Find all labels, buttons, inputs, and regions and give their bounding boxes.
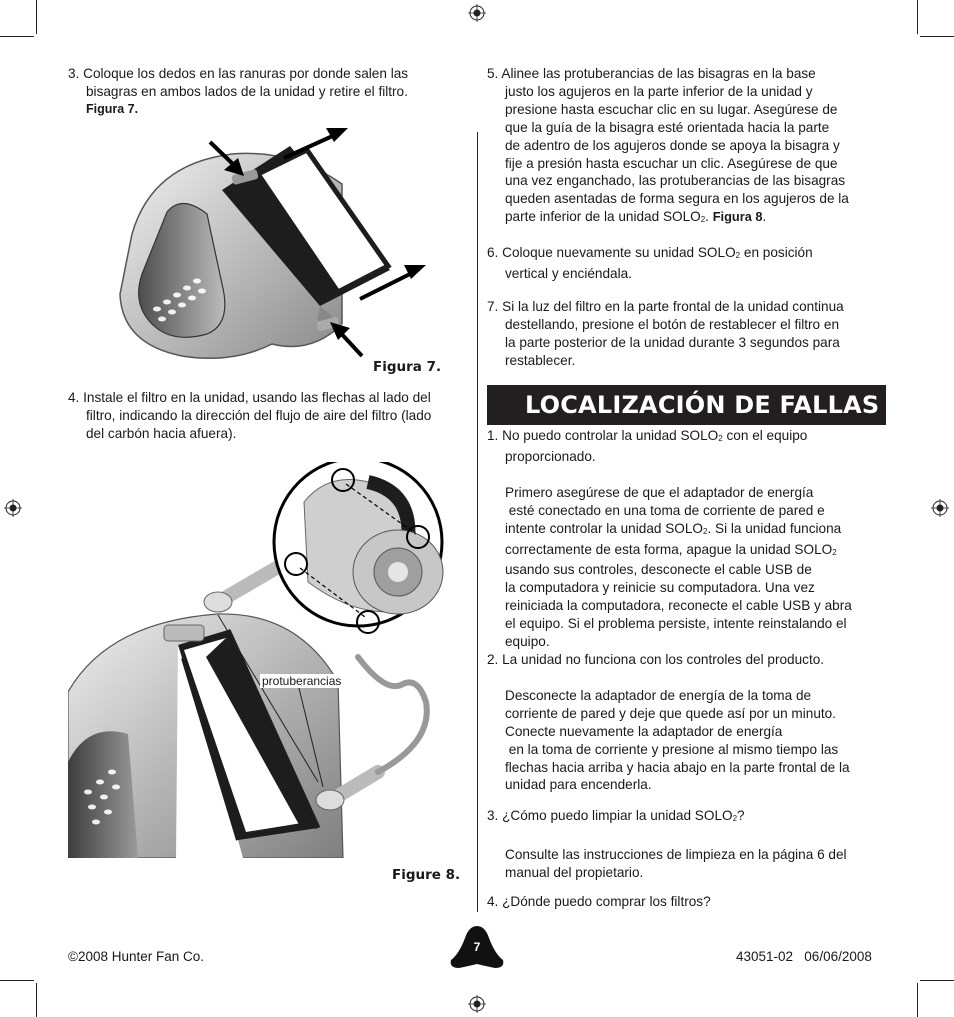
- crop-mark: [0, 980, 34, 981]
- faq-4: [487, 893, 887, 911]
- crop-mark: [36, 983, 37, 1017]
- figure-8-illustration: [68, 462, 468, 858]
- step-number: 4.: [68, 390, 80, 405]
- question-number: 3.: [487, 808, 499, 823]
- question-number: 1.: [487, 428, 499, 443]
- crop-mark: [0, 36, 34, 37]
- crop-mark: [920, 36, 954, 37]
- step-number: 5.: [487, 66, 499, 81]
- answer-text: Conecte nuevamente la adaptador de energía: [505, 723, 783, 739]
- copyright: ©2008 Hunter Fan Co.: [68, 949, 205, 964]
- answer-text: equipo.: [505, 634, 550, 650]
- document-code: 43051-02 06/06/2008: [736, 949, 872, 964]
- step-7: [487, 298, 887, 370]
- registration-mark-icon: [4, 499, 22, 517]
- figure-reference: Figura 7.: [86, 101, 139, 116]
- answer-text: corriente de pared y deje que quede así por un minuto.: [505, 705, 837, 721]
- step-text: fije a presión hasta escuchar un clic. Asegúrese de que: [505, 155, 838, 171]
- step-text: justo los agujeros en la parte inferior de la unidad y: [505, 83, 813, 99]
- figure-8-label: protuberancias: [262, 674, 342, 688]
- step-number: 3.: [68, 66, 80, 81]
- answer-text: flechas hacia arriba y hacia abajo en la parte frontal de la: [505, 759, 850, 775]
- page-number: 7: [473, 940, 481, 954]
- step-text: de adentro de los agujeros donde se apoya la bisagra y: [505, 137, 840, 153]
- question-text: proporcionado.: [505, 448, 596, 464]
- answer-text: manual del propietario.: [505, 864, 644, 880]
- answer-text: Primero asegúrese de que el adaptador de energía: [505, 484, 814, 500]
- step-text: presione hasta escuchar clic en su lugar. Asegúrese de: [505, 101, 838, 117]
- answer-text: el equipo. Si el problema persiste, intente reinstalando el: [505, 616, 847, 632]
- step-text: Instale el filtro en la unidad, usando las flechas al lado del: [83, 390, 431, 405]
- crop-mark: [920, 980, 954, 981]
- section-title-troubleshooting: LOCALIZACIÓN DE FALLAS: [487, 385, 886, 425]
- answer-text: unidad para encenderla.: [505, 777, 652, 793]
- step-text: vertical y enciéndala.: [505, 265, 632, 281]
- step-text: la parte posterior de la unidad durante 3 segundos para: [505, 334, 840, 350]
- step-text: una vez enganchado, las protuberancias de las bisagras: [505, 173, 846, 189]
- faq-2: [487, 651, 887, 794]
- step-text: destellando, presione el botón de restablecer el filtro en: [505, 316, 840, 332]
- answer-text: Consulte las instrucciones de limpieza en la página 6 del: [505, 846, 847, 862]
- figure-8-caption: Figure 8.: [392, 867, 461, 883]
- answer-text: usando sus controles, desconecte el cable USB de: [505, 562, 812, 578]
- figure-7-illustration: [112, 124, 442, 370]
- step-text: restablecer.: [505, 352, 576, 368]
- answer-text: esté conectado en una toma de corriente de pared e: [505, 502, 825, 518]
- answer-text: correctamente de esta forma, apague la unidad SOLO2: [505, 541, 837, 557]
- step-text: del carbón hacia afuera).: [86, 425, 237, 441]
- figure-7-caption: Figura 7.: [373, 359, 442, 375]
- step-text: parte inferior de la unidad SOLO2. Figura 8.: [505, 209, 767, 225]
- faq-3: 3. ¿Cómo puedo limpiar la unidad SOLO2? Consulte las instrucciones de limpieza en la página 6 del manual del propietario.: [487, 807, 887, 882]
- step-text: bisagras en ambos lados de la unidad y retire el filtro.: [86, 83, 408, 99]
- registration-mark-icon: [931, 499, 949, 517]
- registration-mark-icon: [468, 4, 486, 22]
- answer-text: reiniciada la computadora, reconecte el cable USB y abra: [505, 598, 852, 614]
- answer-text: en la toma de corriente y presione al mismo tiempo las: [505, 741, 839, 757]
- step-text: filtro, indicando la dirección del flujo de aire del filtro (lado: [86, 407, 432, 423]
- crop-mark: [917, 983, 918, 1017]
- step-text: Si la luz del filtro en la parte frontal de la unidad continua: [502, 299, 844, 314]
- crop-mark: [917, 0, 918, 34]
- answer-text: Desconecte la adaptador de energía de la toma de: [505, 687, 812, 703]
- step-3: [68, 65, 468, 119]
- question-number: 4.: [487, 894, 499, 909]
- figure-reference: Figura 8: [712, 209, 763, 225]
- question-text: La unidad no funciona con los controles del producto.: [502, 652, 825, 667]
- faq-1: 1. No puedo controlar la unidad SOLO2 con el equipo proporcionado. Primero asegúrese de que el adaptador de energía esté conectado en una toma de corriente de pared e intente controlar la unidad SOLO2. Si la unidad funciona correctamente de esta forma, apague la unidad SOLO2 usando sus controles, desconecte el cable USB de la computadora y reinicie su computadora. Una vez reiniciada la computadora, reconecte el cable USB y abra el equipo. Si el problema persiste, intente reinstalando el equipo.: [487, 427, 887, 651]
- step-number: 6.: [487, 245, 499, 260]
- step-4: [68, 389, 468, 443]
- column-divider: [477, 132, 478, 912]
- answer-text: la computadora y reinicie su computadora. Una vez: [505, 580, 815, 596]
- registration-mark-icon: [468, 995, 486, 1013]
- question-text: ¿Dónde puedo comprar los filtros?: [502, 894, 711, 909]
- step-text: Coloque los dedos en las ranuras por donde salen las: [83, 66, 409, 81]
- crop-mark: [36, 0, 37, 34]
- step-5: [487, 65, 887, 229]
- step-text: Alinee las protuberancias de las bisagras en la base: [501, 66, 816, 81]
- step-text: queden asentadas de forma segura en los agujeros de la: [505, 191, 849, 207]
- answer-text: intente controlar la unidad SOLO2. Si la unidad funciona: [505, 520, 842, 536]
- question-number: 2.: [487, 652, 499, 667]
- step-text: que la guía de la bisagra esté orientada hacia la parte: [505, 119, 830, 135]
- step-6: 6. Coloque nuevamente su unidad SOLO2 en posición vertical y enciéndala.: [487, 244, 887, 283]
- step-number: 7.: [487, 299, 499, 314]
